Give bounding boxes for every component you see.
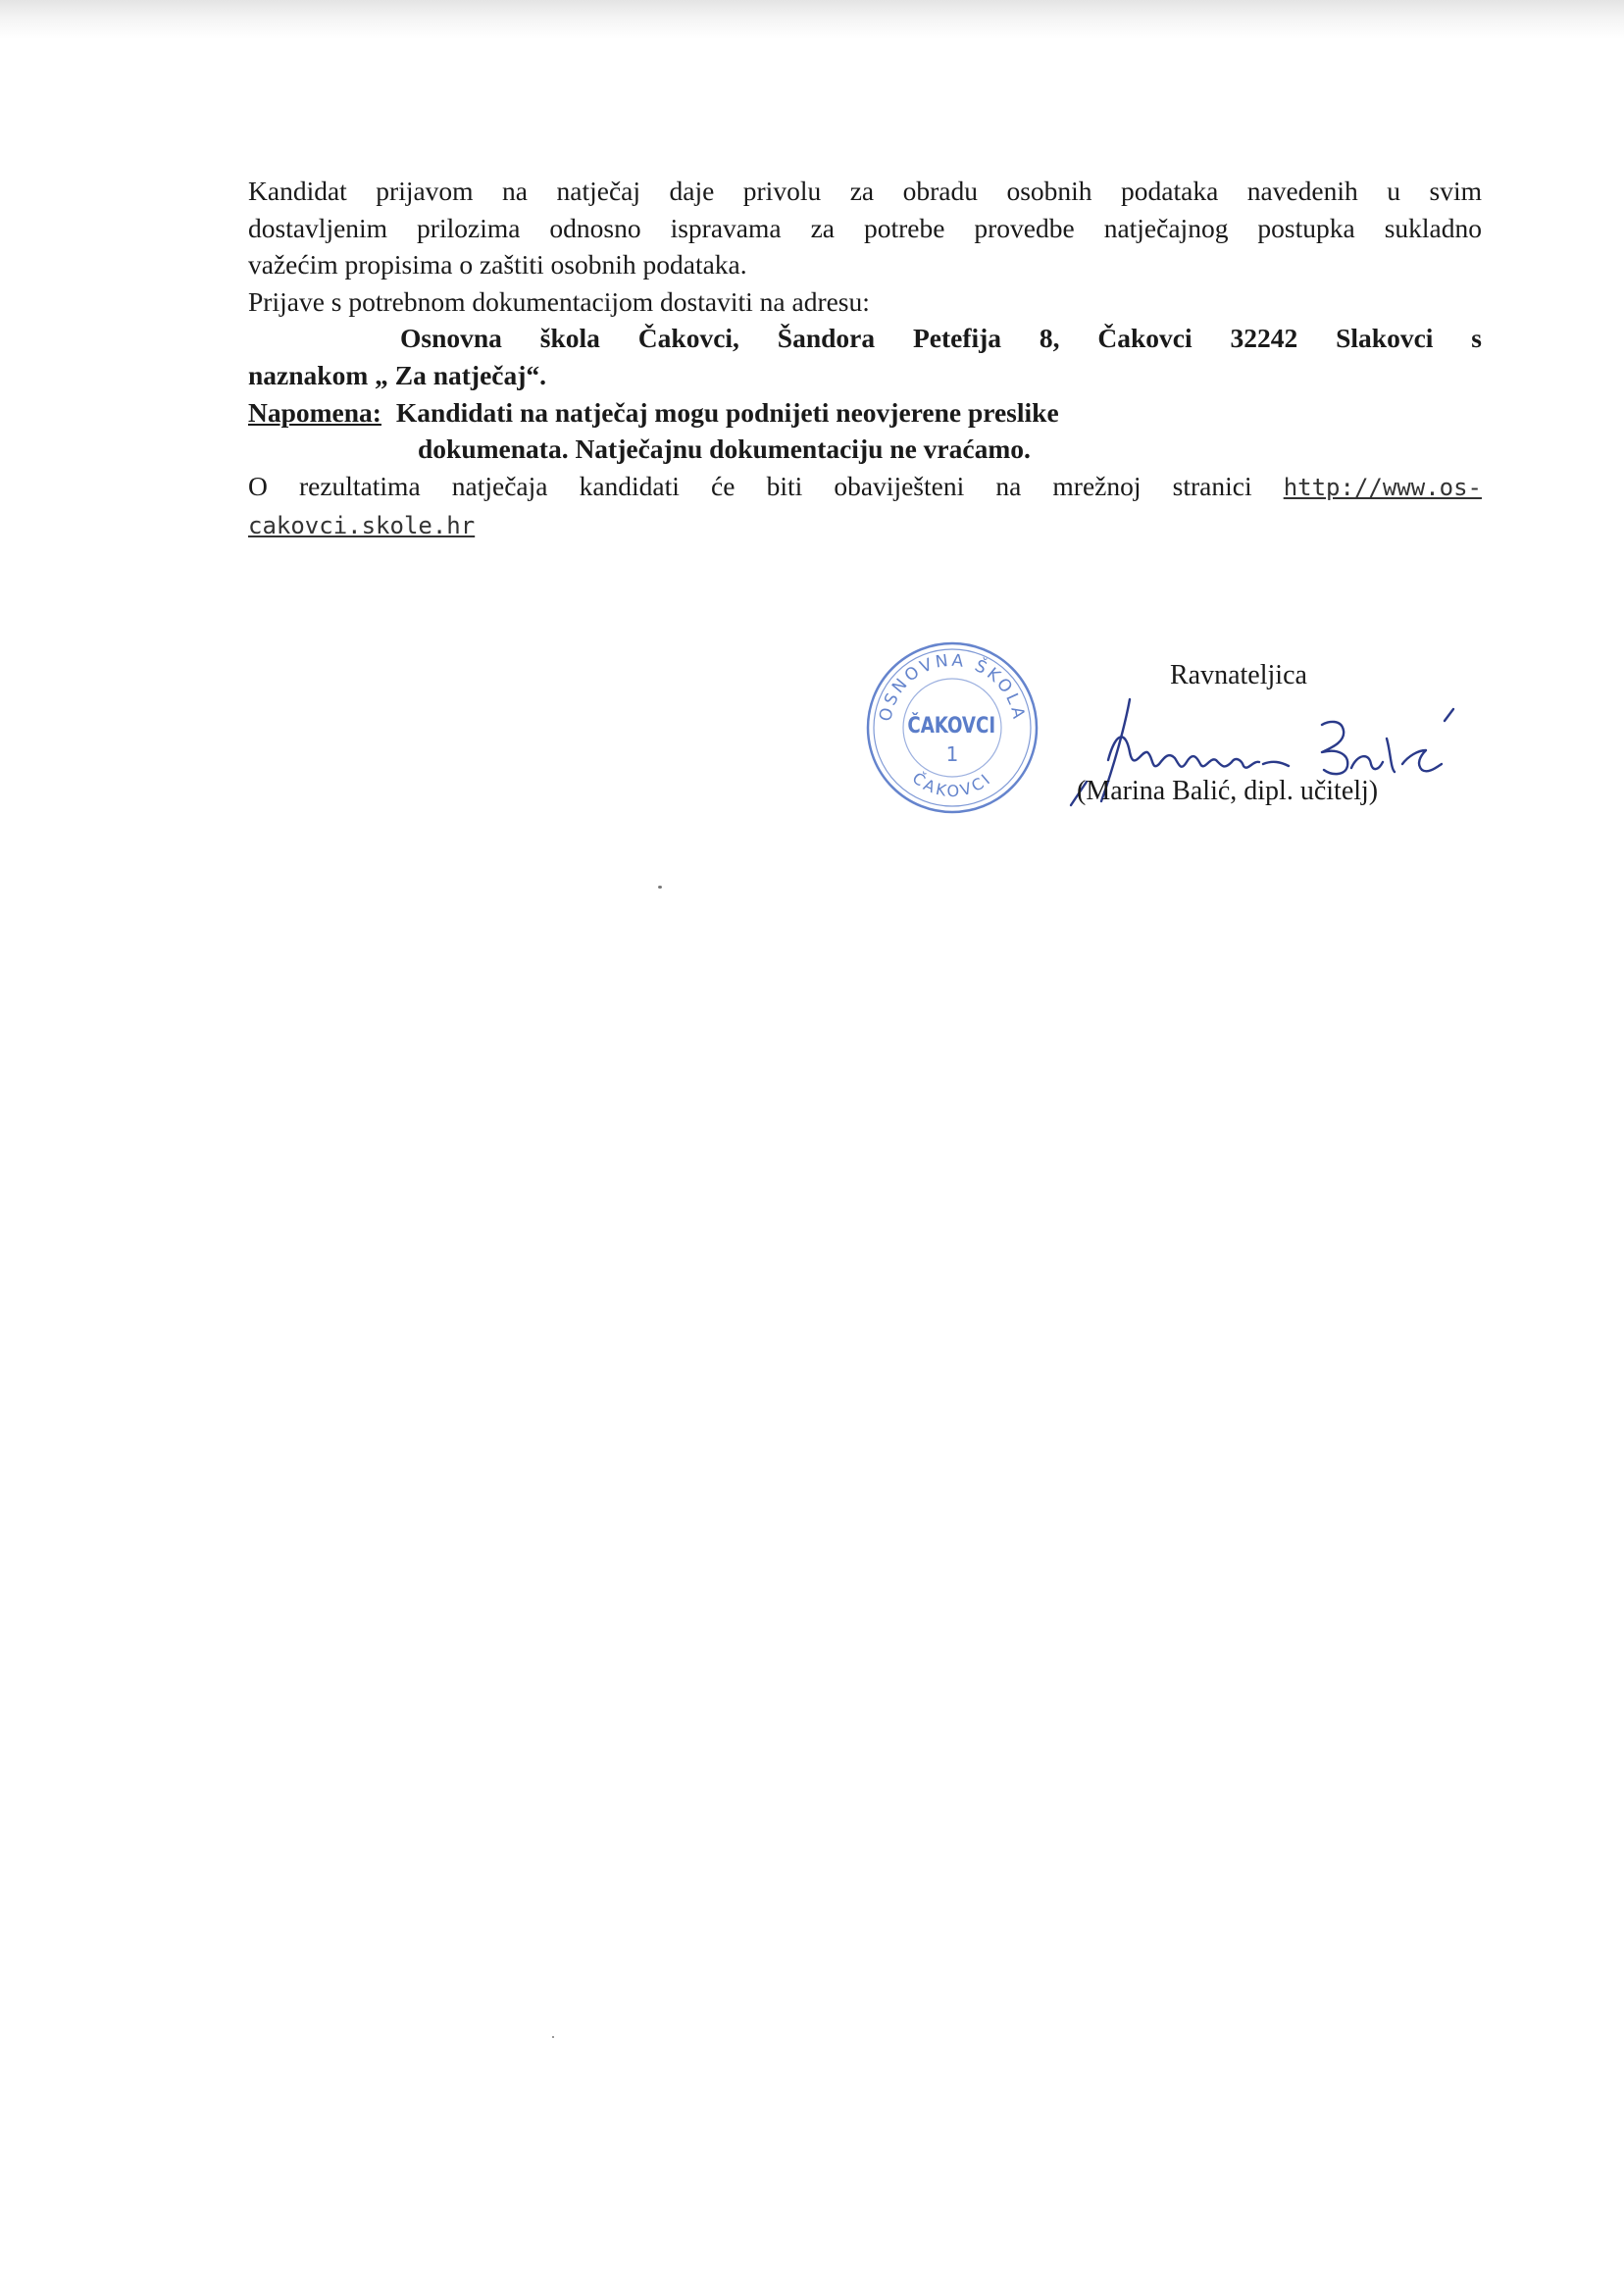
stamp-seal-icon [864, 639, 1040, 816]
note-label: Napomena: [248, 396, 381, 428]
svg-text:ČAKOVCI: ČAKOVCI [908, 768, 996, 801]
signatory-name: (Marina Balić, dipl. učitelj) [1077, 776, 1379, 806]
svg-text:OSNOVNA ŠKOLA: OSNOVNA ŠKOLA [876, 650, 1029, 724]
school-stamp [864, 639, 1040, 816]
submit-instructions: Prijave s potrebnom dokumentacijom dostaviti na adresu: [248, 285, 870, 317]
address-marking: naznakom „ Za natječaj“. [248, 359, 547, 390]
results-line-2 [248, 506, 1482, 545]
note-text-2: dokumenata. Natječajnu dokumentaciju ne vraćamo. [418, 433, 1031, 465]
svg-text:1: 1 [945, 742, 959, 766]
document-body [248, 173, 1482, 545]
scan-shadow-edge [0, 0, 1624, 39]
svg-text:ČAKOVCI: ČAKOVCI [907, 712, 996, 739]
scan-speck [552, 2036, 554, 2038]
note-text-1: Kandidati na natječaj mogu podnijeti neovjerene preslike [395, 396, 1059, 428]
signatory-title: Ravnateljica [1170, 660, 1307, 690]
results-line [248, 468, 1482, 507]
note-line-1 [248, 394, 1482, 432]
consent-line-3: važećim propisima o zaštiti osobnih podataka. [248, 249, 747, 280]
website-link-part-2[interactable]: cakovci.skole.hr [248, 512, 476, 540]
consent-line-2: dostavljenim prilozima odnosno ispravama za potrebe provedbe natječajnog postupka sukladno [248, 212, 1482, 243]
scan-speck [658, 886, 662, 889]
school-address: Osnovna škola Čakovci, Šandora Petefija 8, Čakovci 32242 Slakovci s [400, 323, 1482, 354]
consent-paragraph [248, 173, 1482, 283]
consent-line-1: Kandidat prijavom na natječaj daje privolu za obradu osobnih podataka navedenih u svim [248, 176, 1482, 206]
website-link-part-1[interactable]: http://www.os- [1283, 473, 1482, 501]
results-text: O rezultatima natječaja kandidati će biti obaviješteni na mrežnoj stranici [248, 470, 1252, 501]
